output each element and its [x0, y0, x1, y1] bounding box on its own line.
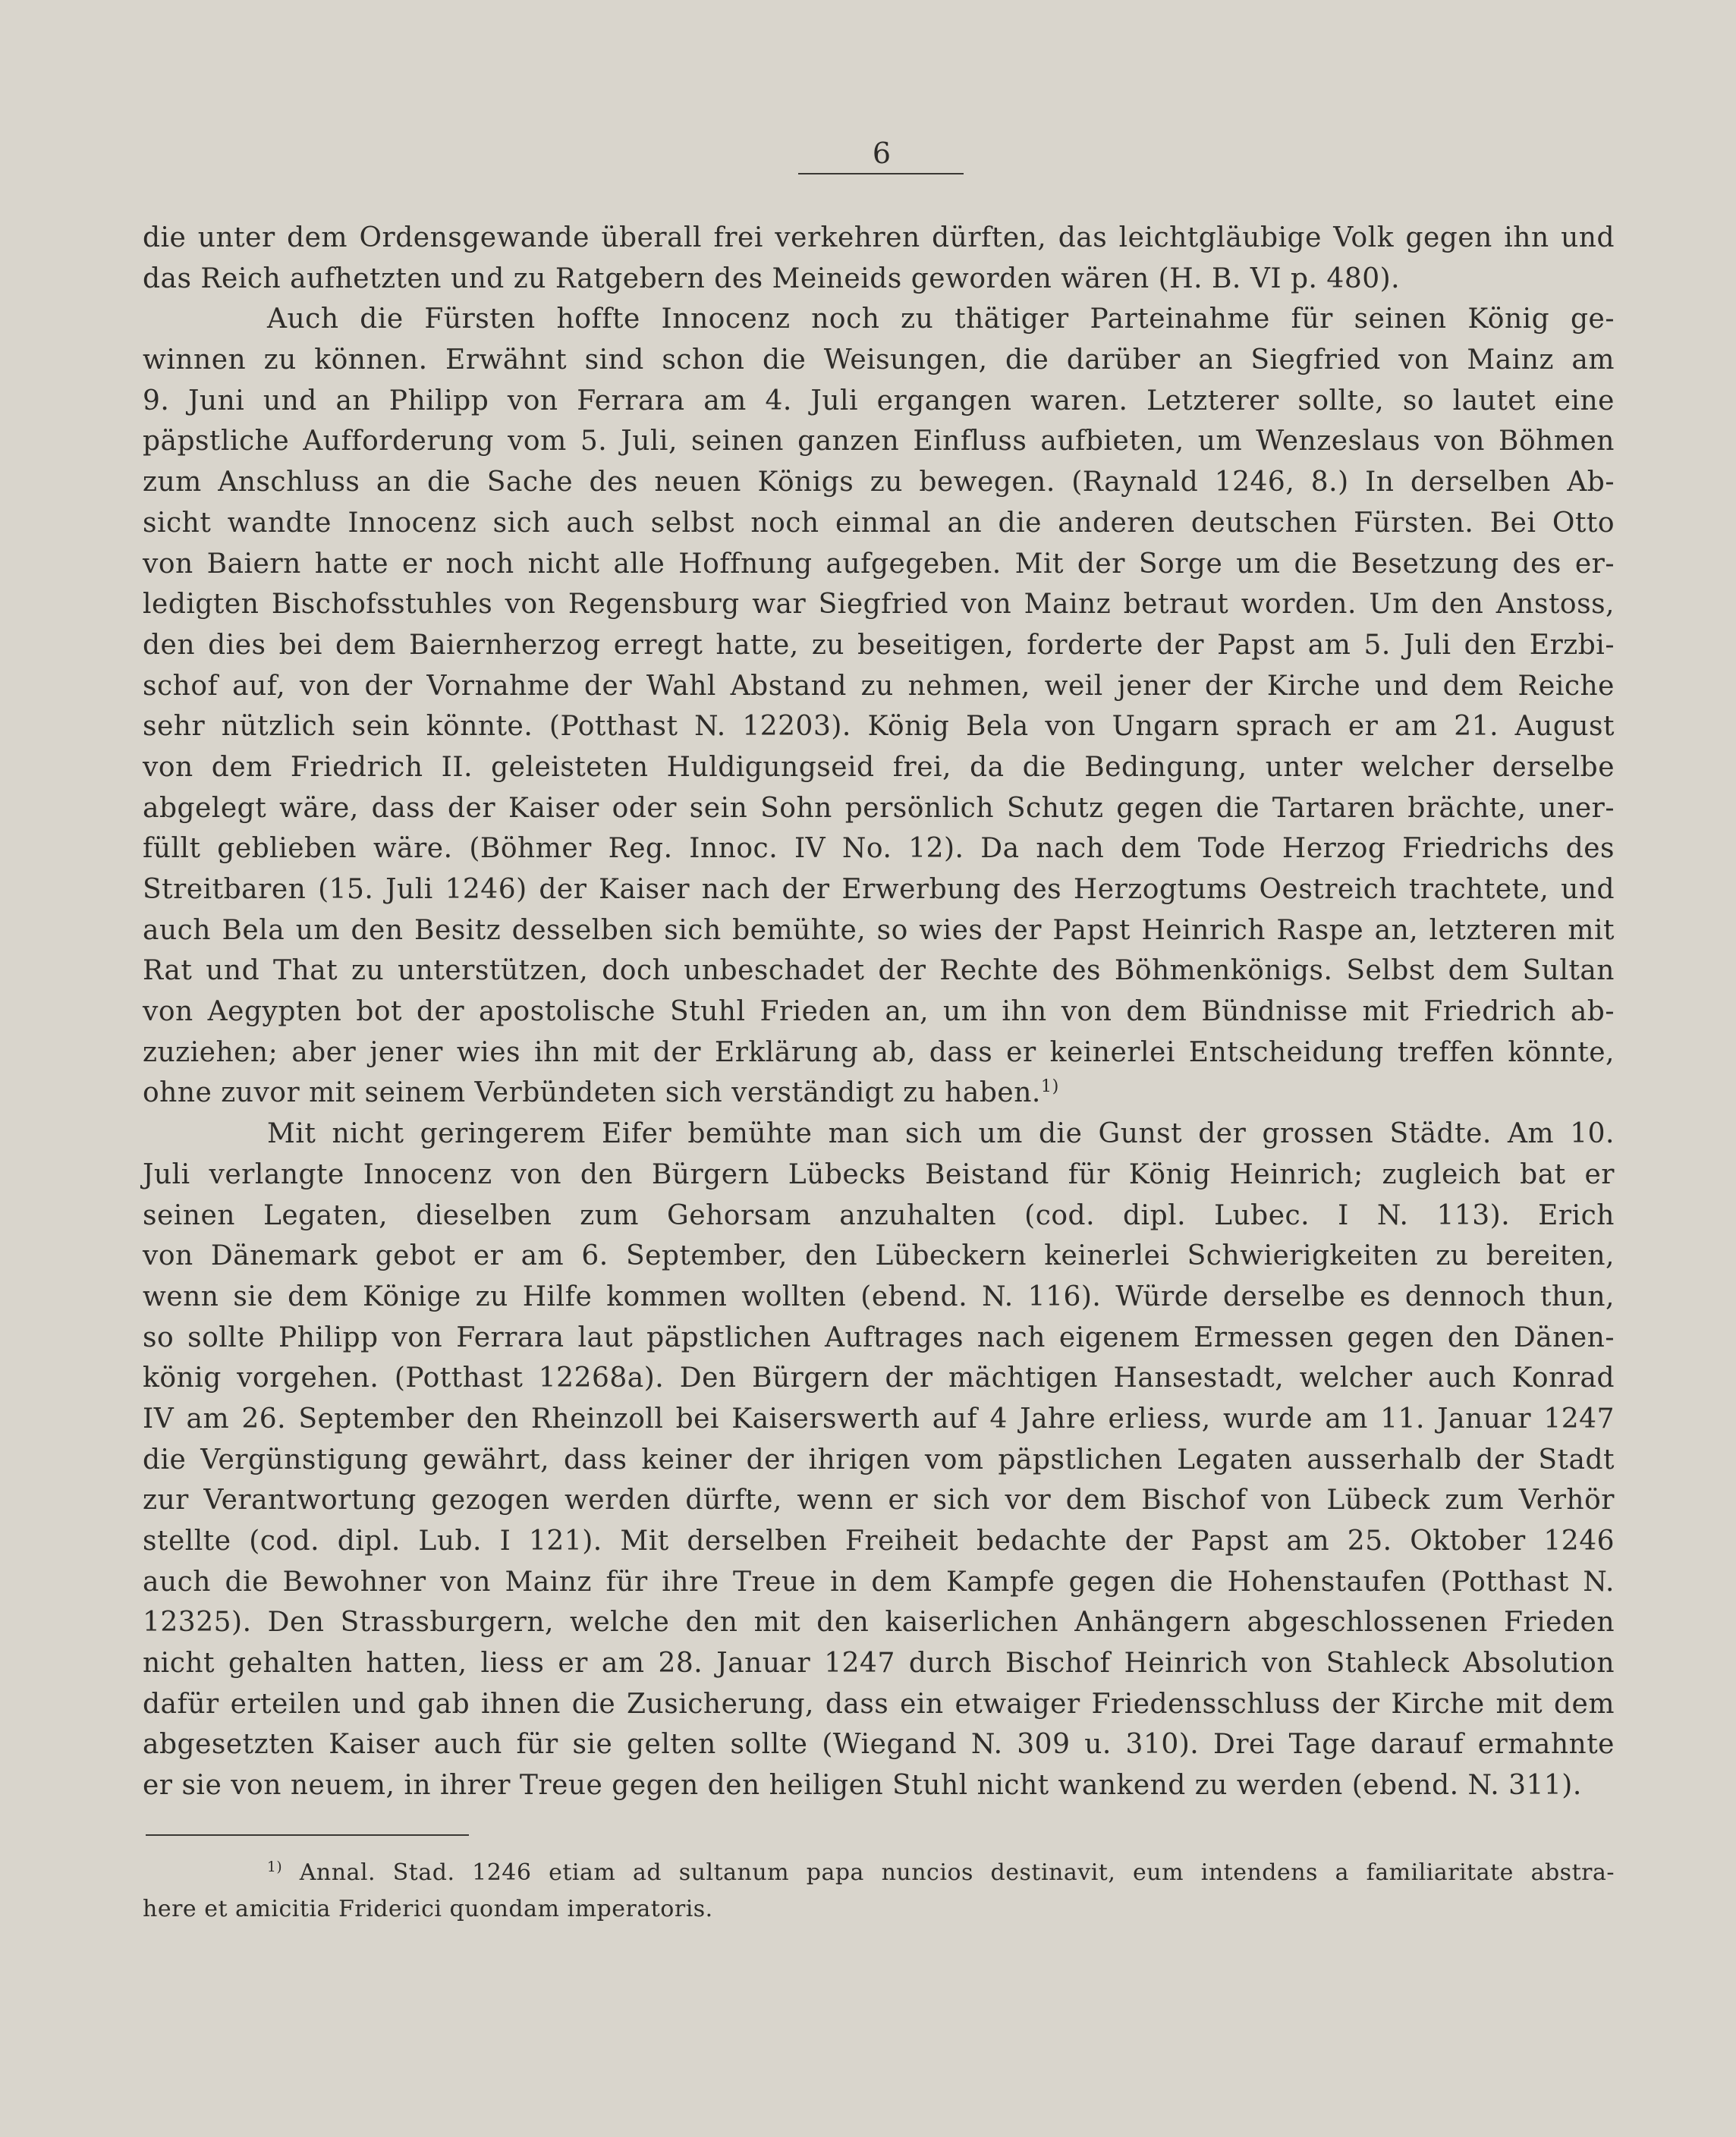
- text-line: Mit nicht geringerem Eifer bemühte man sich um die Gunst der grossen Städte. Am 10.: [267, 1118, 1615, 1150]
- text-line: auch Bela um den Besitz desselben sich bemühte, so wies der Papst Heinrich Raspe an, letzteren mit: [143, 914, 1615, 946]
- text-line: füllt geblieben wäre. (Böhmer Reg. Innoc. IV No. 12). Da nach dem Tode Herzog Friedrichs des: [143, 833, 1615, 865]
- footnote-line: here et amicitia Friderici quondam imperatoris.: [143, 1896, 713, 1922]
- text-line: sehr nützlich sein könnte. (Potthast N. 12203). König Bela von Ungarn sprach er am 21. August: [143, 711, 1615, 743]
- text-line: Auch die Fürsten hoffte Innocenz noch zu thätiger Parteinahme für seinen König ge-: [267, 303, 1615, 335]
- text-line: päpstliche Aufforderung vom 5. Juli, seinen ganzen Einfluss aufbieten, um Wenzeslaus von Böhmen: [143, 426, 1615, 457]
- text-line: das Reich aufhetzten und zu Ratgebern des Meineids geworden wären (H. B. VI p. 480).: [143, 262, 1401, 294]
- text-line: auch die Bewohner von Mainz für ihre Treue in dem Kampfe gegen die Hohenstaufen (Potthast N.: [143, 1566, 1615, 1598]
- text-line: ledigten Bischofsstuhles von Regensburg war Siegfried von Mainz betraut worden. Um den Anstoss,: [143, 589, 1615, 621]
- footnote-reference[interactable]: 1): [1040, 1076, 1059, 1097]
- text-line: zur Verantwortung gezogen werden dürfte, wenn er sich vor dem Bischof von Lübeck zum Verhör: [143, 1485, 1615, 1516]
- text-line: könig vorgehen. (Potthast 12268a). Den Bürgern der mächtigen Hansestadt, welcher auch Konrad: [143, 1362, 1615, 1394]
- text-line: nicht gehalten hatten, liess er am 28. Januar 1247 durch Bischof Heinrich von Stahleck Absolution: [143, 1648, 1615, 1680]
- text-line: IV am 26. September den Rheinzoll bei Kaiserswerth auf 4 Jahre erliess, wurde am 11. Januar 1247: [143, 1403, 1615, 1435]
- body-text: [143, 218, 1615, 1806]
- page-number-rule: [798, 173, 964, 174]
- text-line: so sollte Philipp von Ferrara laut päpstlichen Auftrages nach eigenem Ermessen gegen den Dänen-: [143, 1321, 1615, 1353]
- text-line: seinen Legaten, dieselben zum Gehorsam anzuhalten (cod. dipl. Lubec. I N. 113). Erich: [143, 1199, 1615, 1231]
- footnote-separator: [146, 1834, 469, 1836]
- footnote-line: $^{1)}$ Annal. Stad. 1246 etiam ad sultanum papa nuncios destinavit, eum intendens a familiaritate abstra-: [267, 1859, 1615, 1886]
- text-line: von dem Friedrich II. geleisteten Huldigungseid frei, da die Bedingung, unter welcher derselbe: [143, 751, 1615, 783]
- text-line: abgesetzten Kaiser auch für sie gelten sollte (Wiegand N. 309 u. 310). Drei Tage darauf ermahnte: [143, 1729, 1615, 1761]
- text-line: 9. Juni und an Philipp von Ferrara am 4. Juli ergangen waren. Letzterer sollte, so lautet eine: [143, 385, 1615, 416]
- text-line-with-footnote-ref: [143, 1073, 1615, 1114]
- text-line: Streitbaren (15. Juli 1246) der Kaiser nach der Erwerbung des Herzogtums Oestreich trachtete, und: [143, 874, 1615, 905]
- footnote-marker: 1): [267, 1859, 283, 1875]
- text-line: wenn sie dem Könige zu Hilfe kommen wollten (ebend. N. 116). Würde derselbe es dennoch thun,: [143, 1281, 1615, 1312]
- text-line: dafür erteilen und gab ihnen die Zusicherung, dass ein etwaiger Friedensschluss der Kirche mit dem: [143, 1688, 1615, 1720]
- text-line: den dies bei dem Baiernherzog erregt hatte, zu beseitigen, forderte der Papst am 5. Juli den Erzbi-: [143, 629, 1615, 661]
- text-line: von Aegypten bot der apostolische Stuhl Frieden an, um ihn von dem Bündnisse mit Friedrich ab-: [143, 996, 1615, 1028]
- page-number: 6: [872, 137, 892, 170]
- text-line: die unter dem Ordensgewande überall frei verkehren dürften, das leichtgläubige Volk gegen ihn und: [143, 222, 1615, 253]
- footnotes: [143, 1855, 1615, 1928]
- text-line: ohne zuvor mit seinem Verbündeten sich verständigt zu haben.: [143, 1077, 1041, 1109]
- text-line: Rat und That zu unterstützen, doch unbeschadet der Rechte des Böhmenkönigs. Selbst dem Sultan: [143, 955, 1615, 987]
- text-line: zuziehen; aber jener wies ihn mit der Erklärung ab, dass er keinerlei Entscheidung treffen könnte,: [143, 1036, 1615, 1068]
- text-line: Juli verlangte Innocenz von den Bürgern Lübecks Beistand für König Heinrich; zugleich bat er: [143, 1158, 1615, 1190]
- text-line: stellte (cod. dipl. Lub. I 121). Mit derselben Freiheit bedachte der Papst am 25. Oktober 1246: [143, 1526, 1615, 1557]
- text-line: die Vergünstigung gewährt, dass keiner der ihrigen vom päpstlichen Legaten ausserhalb der Stadt: [143, 1444, 1615, 1475]
- text-line: schof auf, von der Vornahme der Wahl Abstand zu nehmen, weil jener der Kirche und dem Reiche: [143, 670, 1615, 702]
- text-line: abgelegt wäre, dass der Kaiser oder sein Sohn persönlich Schutz gegen die Tartaren brächte, uner-: [143, 792, 1615, 824]
- text-line: er sie von neuem, in ihrer Treue gegen den heiligen Stuhl nicht wankend zu werden (ebend. N. 311).: [143, 1770, 1582, 1802]
- text-line: zum Anschluss an die Sache des neuen Königs zu bewegen. (Raynald 1246, 8.) In derselben Ab-: [143, 467, 1615, 498]
- text-line: winnen zu können. Erwähnt sind schon die Weisungen, die darüber an Siegfried von Mainz am: [143, 344, 1615, 376]
- text-line: sicht wandte Innocenz sich auch selbst noch einmal an die anderen deutschen Fürsten. Bei Otto: [143, 507, 1615, 539]
- text-line: von Baiern hatte er noch nicht alle Hoffnung aufgegeben. Mit der Sorge um die Besetzung des er-: [143, 548, 1615, 580]
- text-line: 12325). Den Strassburgern, welche den mit den kaiserlichen Anhängern abgeschlossenen Frieden: [143, 1607, 1615, 1639]
- text-line: von Dänemark gebot er am 6. September, den Lübeckern keinerlei Schwierigkeiten zu bereiten,: [143, 1240, 1615, 1272]
